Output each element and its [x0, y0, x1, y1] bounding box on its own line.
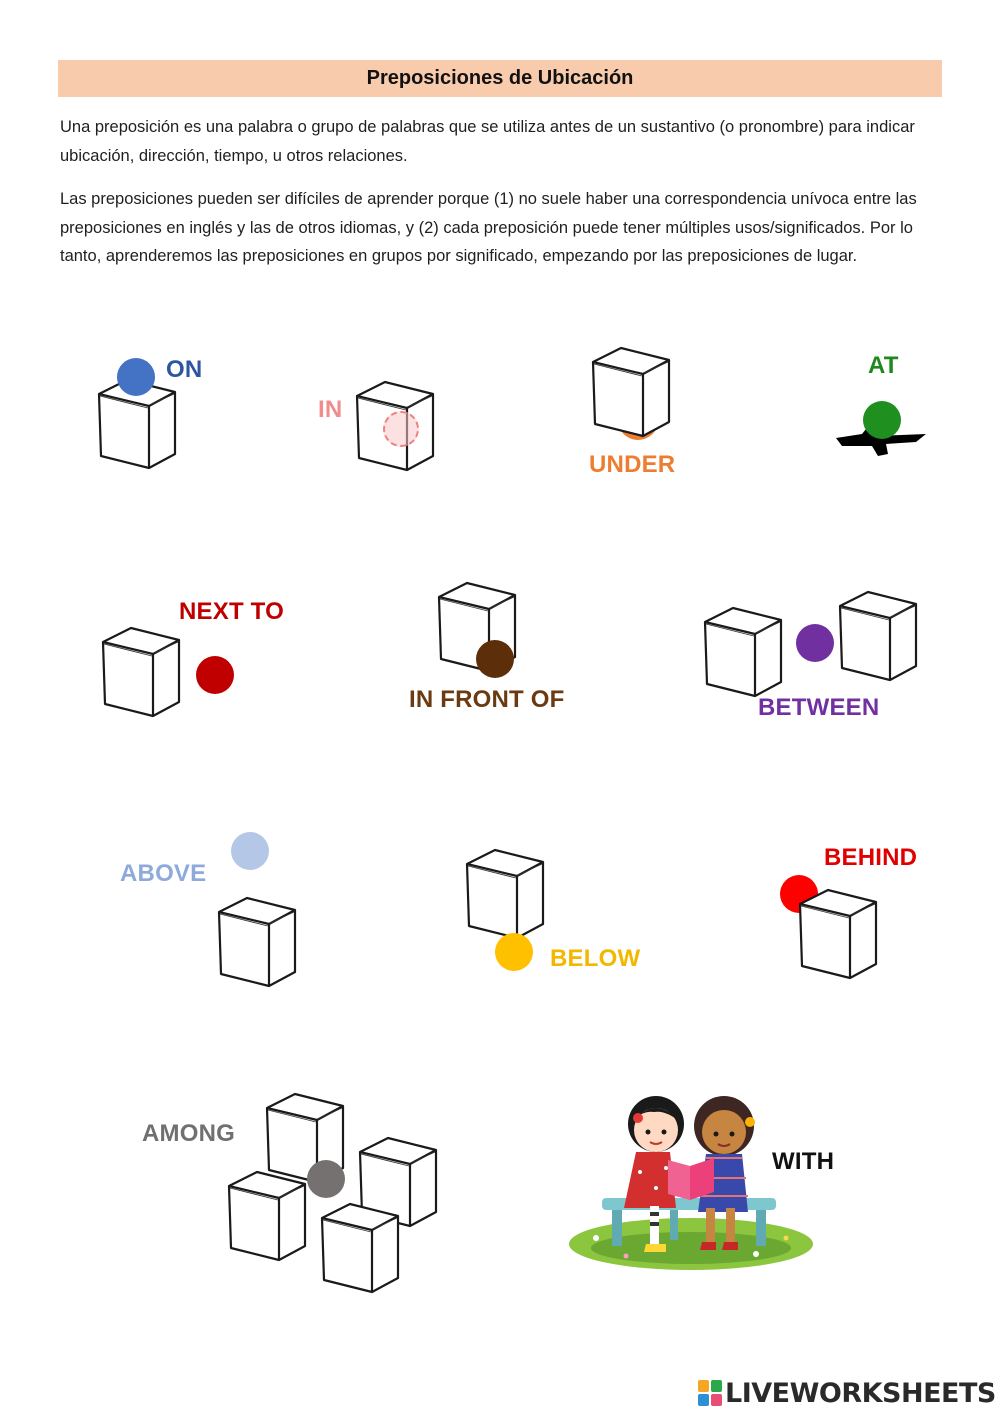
logo-icon	[698, 1380, 722, 1406]
at-ball	[863, 401, 901, 439]
between-right-cube	[836, 580, 922, 684]
next-to-label: NEXT TO	[179, 598, 284, 625]
next-to-cube	[99, 616, 185, 720]
in-label: IN	[318, 396, 343, 423]
brand-name: LIVEWORKSHEETS	[725, 1377, 996, 1409]
with-label: WITH	[772, 1148, 835, 1175]
under-cube	[589, 336, 675, 440]
liveworksheets-logo	[698, 1374, 996, 1412]
among-left-cube	[225, 1160, 311, 1264]
at-label: AT	[868, 352, 899, 379]
in-front-of-label: IN FRONT OF	[409, 686, 565, 713]
below-label: BELOW	[550, 945, 641, 972]
below-ball	[495, 933, 533, 971]
on-label: ON	[166, 356, 203, 383]
above-ball	[231, 832, 269, 870]
between-left-cube	[701, 596, 787, 700]
between-label: BETWEEN	[758, 694, 880, 721]
under-label: UNDER	[589, 451, 676, 478]
explanation-paragraph: Las preposiciones pueden ser difíciles de aprender porque (1) no suele haber una correspondencia unívoca entre las preposiciones en inglés y las de otros idiomas, y (2) cada preposición puede tener múltiples usos/significados. Por lo tanto, aprenderemos las preposiciones en grupos por significado, empezando por las preposiciones de lugar.	[60, 190, 917, 265]
between-ball	[796, 624, 834, 662]
page-title: Preposiciones de Ubicación	[366, 67, 634, 89]
behind-cube	[796, 878, 882, 982]
children-reading-illustration	[566, 1088, 816, 1274]
among-label: AMONG	[142, 1120, 235, 1147]
behind-label: BEHIND	[824, 844, 918, 871]
in-ball	[383, 411, 419, 447]
in-front-of-ball	[476, 640, 514, 678]
below-cube	[463, 838, 549, 942]
above-cube	[215, 886, 301, 990]
above-label: ABOVE	[120, 860, 207, 887]
among-bottom-cube	[318, 1192, 404, 1296]
intro-paragraph: Una preposición es una palabra o grupo de palabras que se utiliza antes de un sustantivo (o pronombre) para indicar ubicación, dirección, tiempo, u otros relaciones.	[60, 118, 915, 165]
title-banner	[58, 60, 942, 97]
next-to-ball	[196, 656, 234, 694]
on-ball	[117, 358, 155, 396]
